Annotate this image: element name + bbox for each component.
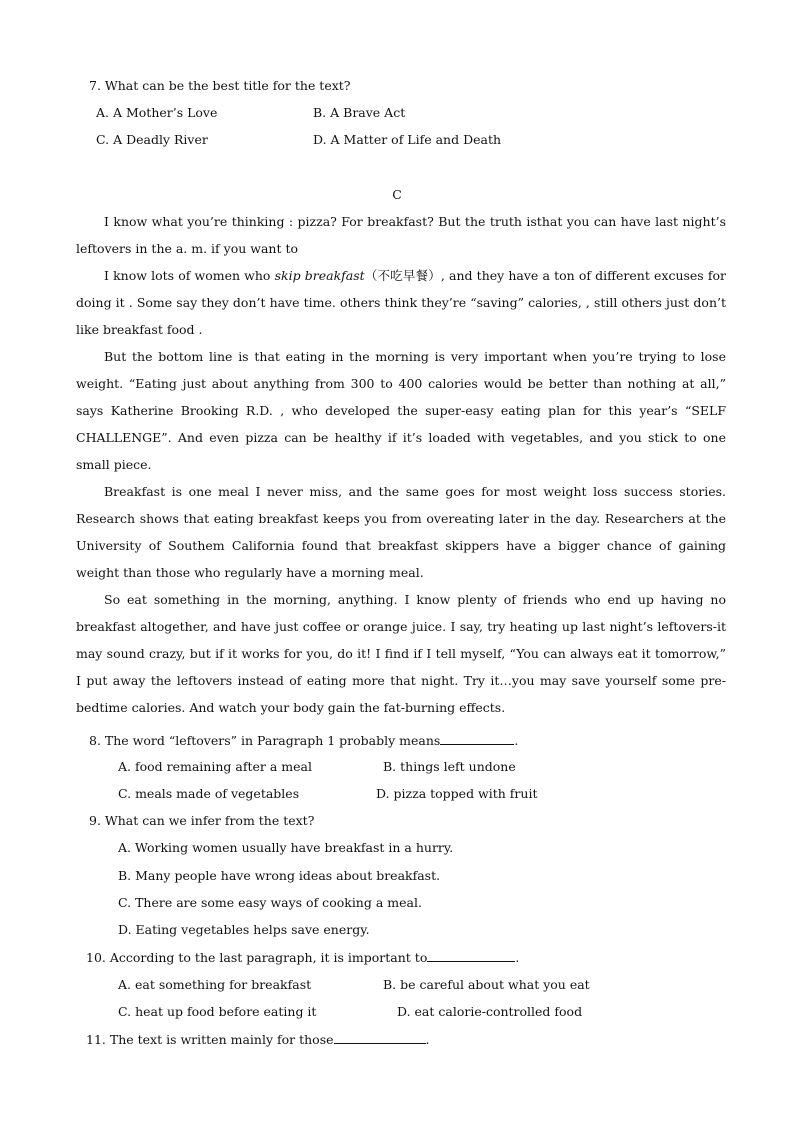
question-11-stem xyxy=(86,1031,430,1048)
question-10-option-d: D. eat calorie-controlled food xyxy=(397,1004,583,1019)
question-10-stem xyxy=(86,949,519,966)
question-11-end: . xyxy=(425,1032,430,1047)
question-10-option-a: A. eat something for breakfast xyxy=(118,977,312,992)
question-7-option-c: C. A Deadly River xyxy=(96,132,208,147)
paragraph-2-rest: （不吃早餐）, and they have a ton of different excuses for doing it . Some say they don’t have time. others think they’re “saving” calories, , still others just don’t like breakfast food . xyxy=(76,268,727,337)
paragraph-4: Breakfast is one meal I never miss, and the same goes for most weight loss success stories. Research shows that eating breakfast keeps you from overeating later in the day. Researchers at the University of Southem California found that breakfast skippers have a bigger chance of gaining weight than those who regularly have a morning meal. xyxy=(76,484,726,580)
answer-blank xyxy=(427,949,515,962)
passage-body xyxy=(76,208,726,721)
question-7-option-b: B. A Brave Act xyxy=(313,105,406,120)
paragraph-3: But the bottom line is that eating in the morning is very important when you’re trying to lose weight. “Eating just about anything from 300 to 400 calories would be better than nothing at all,” says Katherine Brooking R.D. , who developed the super-easy eating plan for this year’s “SELF CHALLENGE”. And even pizza can be healthy if it’s loaded with vegetables, and you stick to one small piece. xyxy=(76,349,726,472)
question-10-option-b: B. be careful about what you eat xyxy=(383,977,590,992)
paragraph-1: I know what you’re thinking : pizza? For breakfast? But the truth isthat you can have last night’s leftovers in the a. m. if you want to xyxy=(76,214,726,256)
question-9-option-d: D. Eating vegetables helps save energy. xyxy=(118,922,370,937)
paragraph-5: So eat something in the morning, anything. I know plenty of friends who end up having no breakfast altogether, and have just coffee or orange juice. I say, try heating up last night’s leftovers-it may sound crazy, but if it works for you, do it! I find if I tell myself, “You can always eat it tomorrow,” I put away the leftovers instead of eating more that night. Try it…you may save yourself some pre-bedtime calories. And watch your body gain the fat-burning effects. xyxy=(76,592,726,715)
paragraph-2-emphasis: skip breakfast xyxy=(274,268,365,283)
question-9-option-a: A. Working women usually have breakfast in a hurry. xyxy=(118,840,454,855)
question-11-text: 11. The text is written mainly for those xyxy=(86,1032,334,1047)
question-9-stem: 9. What can we infer from the text? xyxy=(89,813,315,828)
answer-blank xyxy=(440,732,514,745)
question-8-option-b: B. things left undone xyxy=(383,759,516,774)
question-8-stem xyxy=(89,732,518,749)
question-7-option-d: D. A Matter of Life and Death xyxy=(313,132,502,147)
question-9-option-b: B. Many people have wrong ideas about breakfast. xyxy=(118,868,441,883)
question-8-option-d: D. pizza topped with fruit xyxy=(376,786,538,801)
question-8-option-a: A. food remaining after a meal xyxy=(118,759,312,774)
question-10-text: 10. According to the last paragraph, it is important to xyxy=(86,950,428,965)
question-10-end: . xyxy=(515,950,520,965)
paragraph-2-lead: I know lots of women who xyxy=(104,268,275,283)
passage-heading: C xyxy=(392,187,402,202)
question-10-option-c: C. heat up food before eating it xyxy=(118,1004,317,1019)
question-8-option-c: C. meals made of vegetables xyxy=(118,786,300,801)
question-9-option-c: C. There are some easy ways of cooking a meal. xyxy=(118,895,422,910)
paragraph-2 xyxy=(76,262,726,343)
question-8-end: . xyxy=(514,733,519,748)
answer-blank xyxy=(334,1031,426,1044)
question-7-stem: 7. What can be the best title for the text? xyxy=(89,78,351,93)
question-7-option-a: A. A Mother’s Love xyxy=(96,105,218,120)
question-8-text: 8. The word “leftovers” in Paragraph 1 probably means xyxy=(89,733,441,748)
